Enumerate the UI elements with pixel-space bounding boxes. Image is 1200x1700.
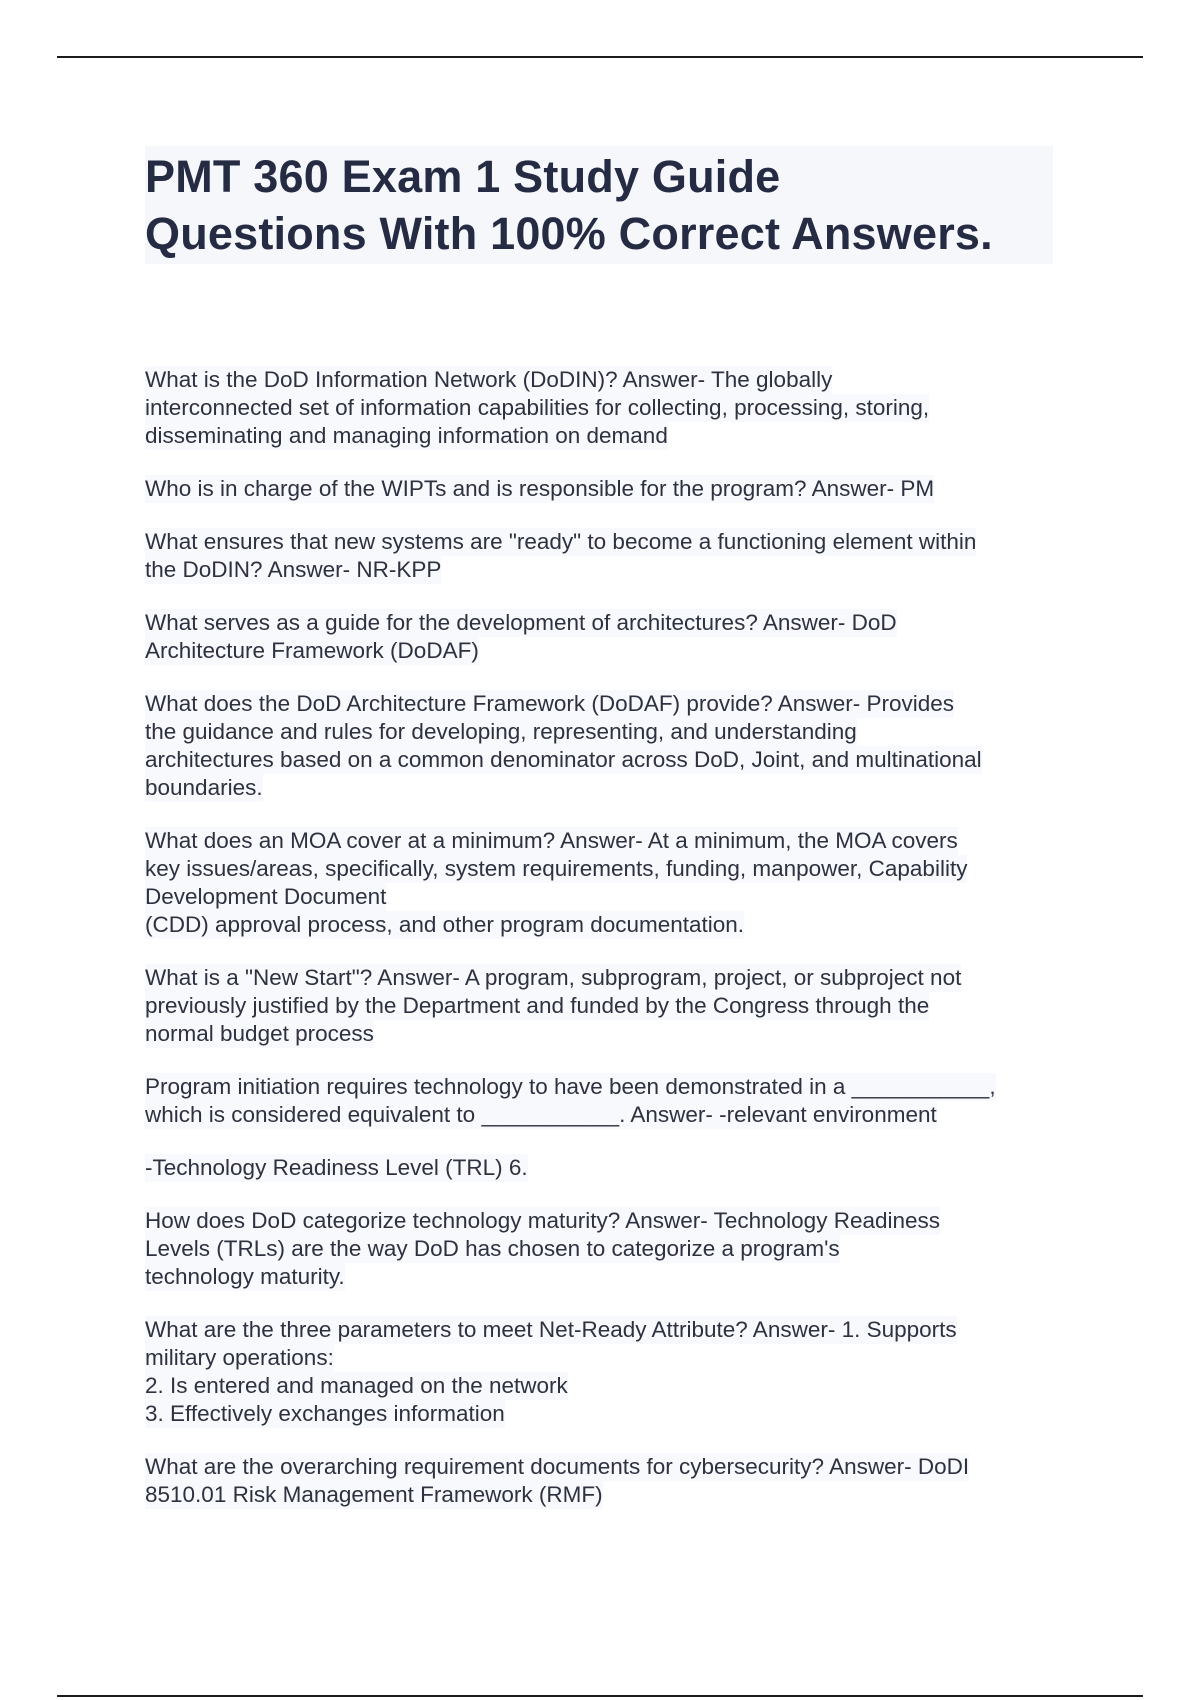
qa-line: previously justified by the Department and funded by the Congress through the xyxy=(145,993,930,1018)
qa-entry-net-ready xyxy=(145,1316,1065,1428)
qa-line: -Technology Readiness Level (TRL) 6. xyxy=(145,1155,528,1180)
qa-line: What does the DoD Architecture Framework (DoDAF) provide? Answer- Provides xyxy=(145,691,955,716)
qa-entry-trl-6 xyxy=(145,1154,1065,1182)
qa-list xyxy=(145,366,1065,1534)
qa-line: Development Document xyxy=(145,884,387,909)
qa-line: 2. Is entered and managed on the network xyxy=(145,1373,568,1398)
qa-line: What does an MOA cover at a minimum? Answer- At a minimum, the MOA covers xyxy=(145,828,958,853)
qa-line: Levels (TRLs) are the way DoD has chosen to categorize a program's xyxy=(145,1236,840,1261)
header-rule xyxy=(57,56,1143,58)
qa-line: (CDD) approval process, and other program documentation. xyxy=(145,912,745,937)
qa-line: key issues/areas, specifically, system requirements, funding, manpower, Capability xyxy=(145,856,968,881)
qa-line: What are the three parameters to meet Net-Ready Attribute? Answer- 1. Supports xyxy=(145,1317,957,1342)
qa-line: normal budget process xyxy=(145,1021,374,1046)
qa-line: How does DoD categorize technology maturity? Answer- Technology Readiness xyxy=(145,1208,941,1233)
qa-entry-moa xyxy=(145,827,1065,939)
qa-entry-architecture-guide xyxy=(145,609,1065,665)
qa-entry-nr-kpp xyxy=(145,528,1065,584)
qa-line: the DoDIN? Answer- NR-KPP xyxy=(145,557,442,582)
qa-line: architectures based on a common denominator across DoD, Joint, and multinational xyxy=(145,747,982,772)
qa-line: which is considered equivalent to ___________. Answer- -relevant environment xyxy=(145,1102,937,1127)
qa-line: What is a "New Start"? Answer- A program, subprogram, project, or subproject not xyxy=(145,965,962,990)
qa-line: Program initiation requires technology to have been demonstrated in a ___________, xyxy=(145,1074,996,1099)
qa-entry-wipts xyxy=(145,475,1065,503)
qa-entry-cybersecurity xyxy=(145,1453,1065,1509)
qa-line: Who is in charge of the WIPTs and is responsible for the program? Answer- PM xyxy=(145,476,935,501)
qa-line: military operations: xyxy=(145,1345,334,1370)
qa-entry-new-start xyxy=(145,964,1065,1048)
qa-line: 8510.01 Risk Management Framework (RMF) xyxy=(145,1482,603,1507)
title-line-1: PMT 360 Exam 1 Study Guide xyxy=(145,151,781,202)
qa-line: technology maturity. xyxy=(145,1264,345,1289)
qa-line: What are the overarching requirement documents for cybersecurity? Answer- DoDI xyxy=(145,1454,970,1479)
qa-line: What serves as a guide for the development of architectures? Answer- DoD xyxy=(145,610,897,635)
qa-entry-dodaf xyxy=(145,690,1065,802)
qa-line: What ensures that new systems are "ready" to become a functioning element within xyxy=(145,529,977,554)
qa-line: the guidance and rules for developing, representing, and understanding xyxy=(145,719,857,744)
qa-line: disseminating and managing information on demand xyxy=(145,423,668,448)
qa-line: interconnected set of information capabilities for collecting, processing, storing, xyxy=(145,395,930,420)
qa-line: Architecture Framework (DoDAF) xyxy=(145,638,479,663)
qa-line: What is the DoD Information Network (DoDIN)? Answer- The globally xyxy=(145,367,833,392)
qa-entry-technology-maturity xyxy=(145,1207,1065,1291)
qa-line: boundaries. xyxy=(145,775,263,800)
qa-entry-program-initiation xyxy=(145,1073,1065,1129)
footer-rule xyxy=(57,1695,1143,1697)
title-line-2: Questions With 100% Correct Answers. xyxy=(145,208,993,259)
document-title xyxy=(145,146,1053,264)
qa-line: 3. Effectively exchanges information xyxy=(145,1401,505,1426)
qa-entry-dodin xyxy=(145,366,1065,450)
